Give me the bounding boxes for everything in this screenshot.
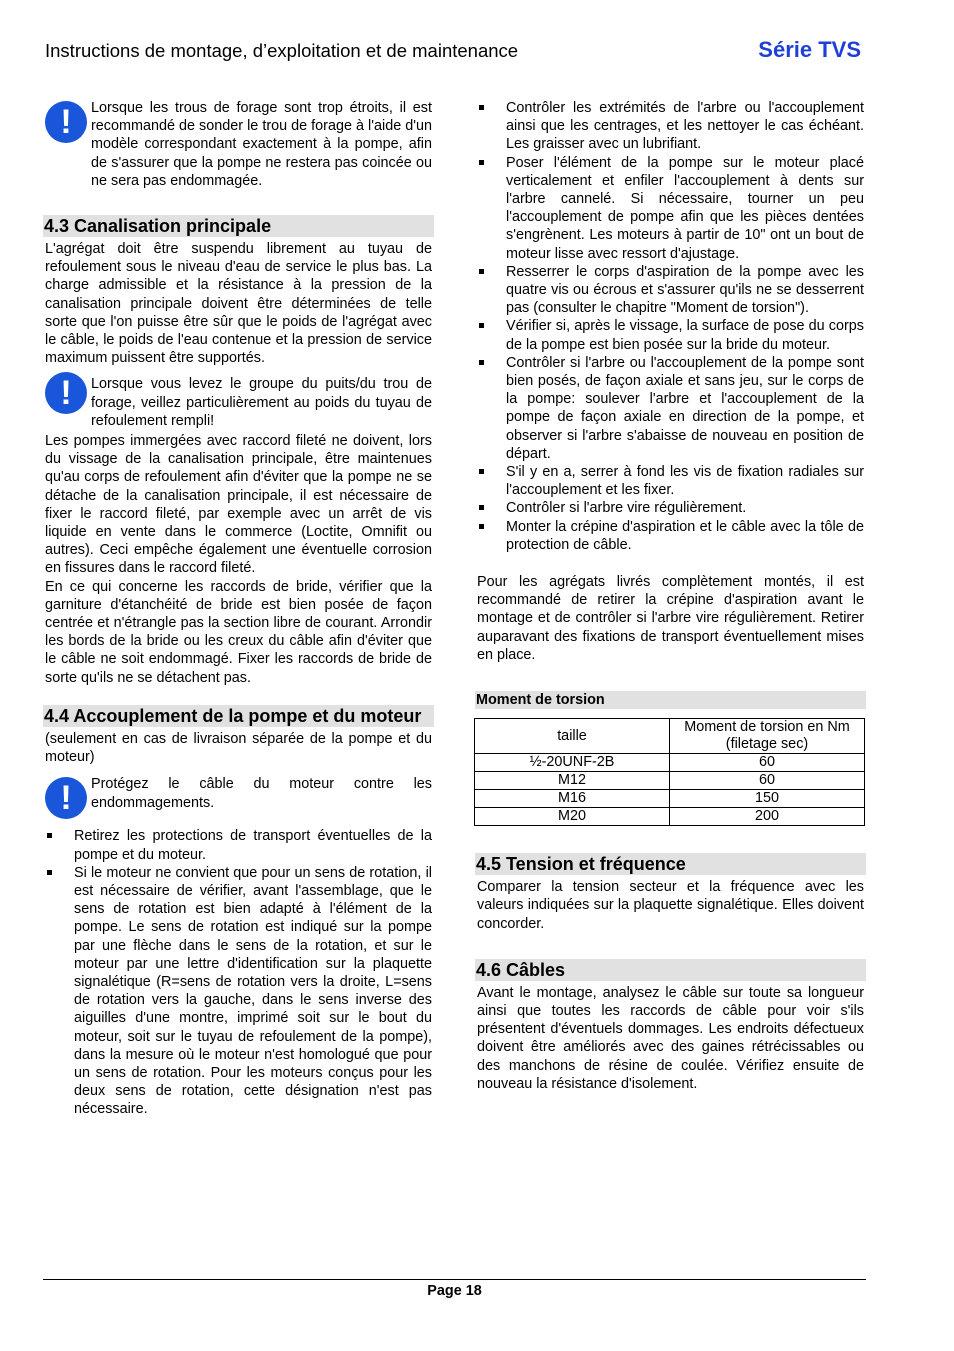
warning-note — [45, 375, 432, 430]
table-row — [475, 772, 865, 790]
paragraph: Les pompes immergées avec raccord fileté ne doivent, lors du vissage de la canalisation principale, être maintenues qu'au corps de refoulement afin d'éviter que la pompe ne se détache de la canalisation principale, il est nécessaire de fixer le raccord fileté, par exemple avec un arrêt de vis liquide en vente dans le commerce (Loctite, Omnifit ou autres). Ceci empêche également une éventuelle corrosion en fissures dans le raccord fileté. — [45, 433, 432, 577]
list-item: Poser l'élément de la pompe sur le moteur placé verticalement et enfiler l'accouplement à dents sur l'arbre cannelé. Si nécessaire, tourner un peu l'accouplement de pompe afin que les pièces dentées s'engrènent. Les moteurs à partir de 10" ont un bout de moteur lisse avec ressort d'ajustage. — [477, 154, 864, 263]
exclamation-icon: ! — [45, 372, 87, 414]
table-cell-torque: 150 — [670, 790, 865, 808]
table-row — [475, 754, 865, 772]
table-cell-size: M20 — [475, 808, 670, 826]
table-header-size: taille — [475, 719, 670, 754]
section-heading-4-6: 4.6 Câbles — [475, 959, 866, 981]
paragraph: Pour les agrégats livrés complètement montés, il est recommandé de retirer la crépine d'aspiration avant le montage et de contrôler si l'arbre vire régulièrement. Retirer auparavant des fixations de transport éventuellement mises en place. — [477, 574, 864, 663]
list-item: Contrôler si l'arbre ou l'accouplement de la pompe sont bien posés, de façon axiale et sans jeu, sur le corps de la pompe: soulever l'arbre et l'accouplement de la pompe de façon axiale en direction de la pompe, et observer si l'arbre s'abaisse de nouveau en position de départ. — [477, 354, 864, 463]
paragraph: Avant le montage, analysez le câble sur toute sa longueur ainsi que toutes les raccords de câble pour voir s'ils présentent d'éventuels dommages. Les endroits défectueux doivent être améliorés avec des gaines rétrécissables ou des manchons de résine de coulée. Vérifiez ensuite de nouveau la résistance d'isolement. — [477, 984, 864, 1092]
note-text: Lorsque les trous de forage sont trop étroits, il est recommandé de sonder le trou de forage à l'aide d'un modèle correspondant exactement à la pompe, afin de s'assurer que la pompe ne restera pas coincée ou ne sera pas endommagée. — [91, 100, 432, 189]
torque-table — [474, 718, 865, 826]
paragraph: Comparer la tension secteur et la fréquence avec les valeurs indiquées sur la plaquette signalétique. Elles doivent concorder. — [477, 879, 864, 932]
table-cell-torque: 60 — [670, 754, 865, 772]
right-column — [477, 99, 864, 1093]
table-row — [475, 808, 865, 826]
note-text: Lorsque vous levez le groupe du puits/du trou de forage, veillez particulièrement au poids du tuyau de refoulement rempli! — [91, 376, 432, 429]
exclamation-icon: ! — [45, 777, 87, 819]
list-item: Contrôler si l'arbre vire régulièrement. — [477, 499, 864, 517]
left-column — [45, 99, 432, 1119]
table-header-torque: Moment de torsion en Nm (filetage sec) — [670, 719, 865, 754]
list-item: Monter la crépine d'aspiration et le câble avec la tôle de protection de câble. — [477, 518, 864, 554]
torque-heading: Moment de torsion — [475, 691, 866, 709]
bullet-list — [45, 827, 432, 1118]
section-heading-4-4: 4.4 Accouplement de la pompe et du moteur — [43, 705, 434, 727]
warning-note — [45, 99, 432, 190]
table-cell-torque: 60 — [670, 772, 865, 790]
table-cell-size: M12 — [475, 772, 670, 790]
table-cell-torque: 200 — [670, 808, 865, 826]
warning-note — [45, 775, 432, 819]
series-title: Série TVS — [758, 37, 861, 62]
document-header-title: Instructions de montage, d’exploitation et de maintenance — [45, 40, 519, 61]
list-item: Vérifier si, après le vissage, la surface de pose du corps de la pompe est bien posée sur la bride du moteur. — [477, 317, 864, 353]
note-text: Protégez le câble du moteur contre les endommagements. — [91, 776, 432, 811]
paragraph: L'agrégat doit être suspendu librement au tuyau de refoulement sous le niveau d'eau de service le plus bas. La charge admissible et la résistance à la pression de la canalisation principale doivent être déterminées de telle sorte que l'on puisse être sûr que le poids de l'agrégat avec le câble, le poids de l'eau contenue et la pression de service maximum puissent être supportés. — [45, 241, 432, 367]
paragraph: En ce qui concerne les raccords de bride, vérifier que la garniture d'étanchéité de bride est bien posée de façon centrée et n'étrangle pas la section libre de courant. Arrondir les bords de la bride ou les creux du câble afin d'éviter que le câble ne soit endommagé. Fixer les raccords de bride de sorte qu'ils ne se détachent pas. — [45, 578, 432, 686]
list-item: S'il y en a, serrer à fond les vis de fixation radiales sur l'accouplement et les fixer. — [477, 463, 864, 499]
page-number: Page 18 — [427, 1283, 482, 1299]
section-heading-4-3: 4.3 Canalisation principale — [43, 215, 434, 237]
section-heading-4-5: 4.5 Tension et fréquence — [475, 853, 866, 875]
table-cell-size: ½-20UNF-2B — [475, 754, 670, 772]
paragraph: (seulement en cas de livraison séparée de la pompe et du moteur) — [45, 730, 432, 766]
list-item: Resserrer le corps d'aspiration de la pompe avec les quatre vis ou écrous et s'assurer qu'ils ne se desserrent pas (consulter le chapitre "Moment de torsion"). — [477, 263, 864, 318]
list-item: Si le moteur ne convient que pour un sens de rotation, il est nécessaire de vérifier, avant l'assemblage, que le sens de rotation est bien adapté à l'élément de la pompe. Le sens de rotation est indiqué sur la pompe par une flèche dans le sens de la rotation, et sur le moteur par une lettre d'identification sur la plaquette signalétique (R=sens de rotation vers la droite, L=sens de rotation vers la gauche, dans le sens inverse des aiguilles d'une montre, imprimé soit sur le bout du moteur, soit sur le tuyau de refoulement de la pompe), dans la mesure où le moteur n'est homologué que pour un sens de rotation. Pour les moteurs conçus pour les deux sens de rotation, cette désignation n'est pas nécessaire. — [45, 864, 432, 1119]
table-header-row — [475, 719, 865, 754]
list-item: Retirez les protections de transport éventuelles de la pompe et du moteur. — [45, 827, 432, 863]
footer-rule — [43, 1279, 866, 1280]
table-cell-size: M16 — [475, 790, 670, 808]
bullet-list — [477, 99, 864, 554]
table-row — [475, 790, 865, 808]
list-item: Contrôler les extrémités de l'arbre ou l'accouplement ainsi que les centrages, et les nettoyer le cas échéant. Les graisser avec un lubrifiant. — [477, 99, 864, 154]
exclamation-icon: ! — [45, 101, 87, 143]
